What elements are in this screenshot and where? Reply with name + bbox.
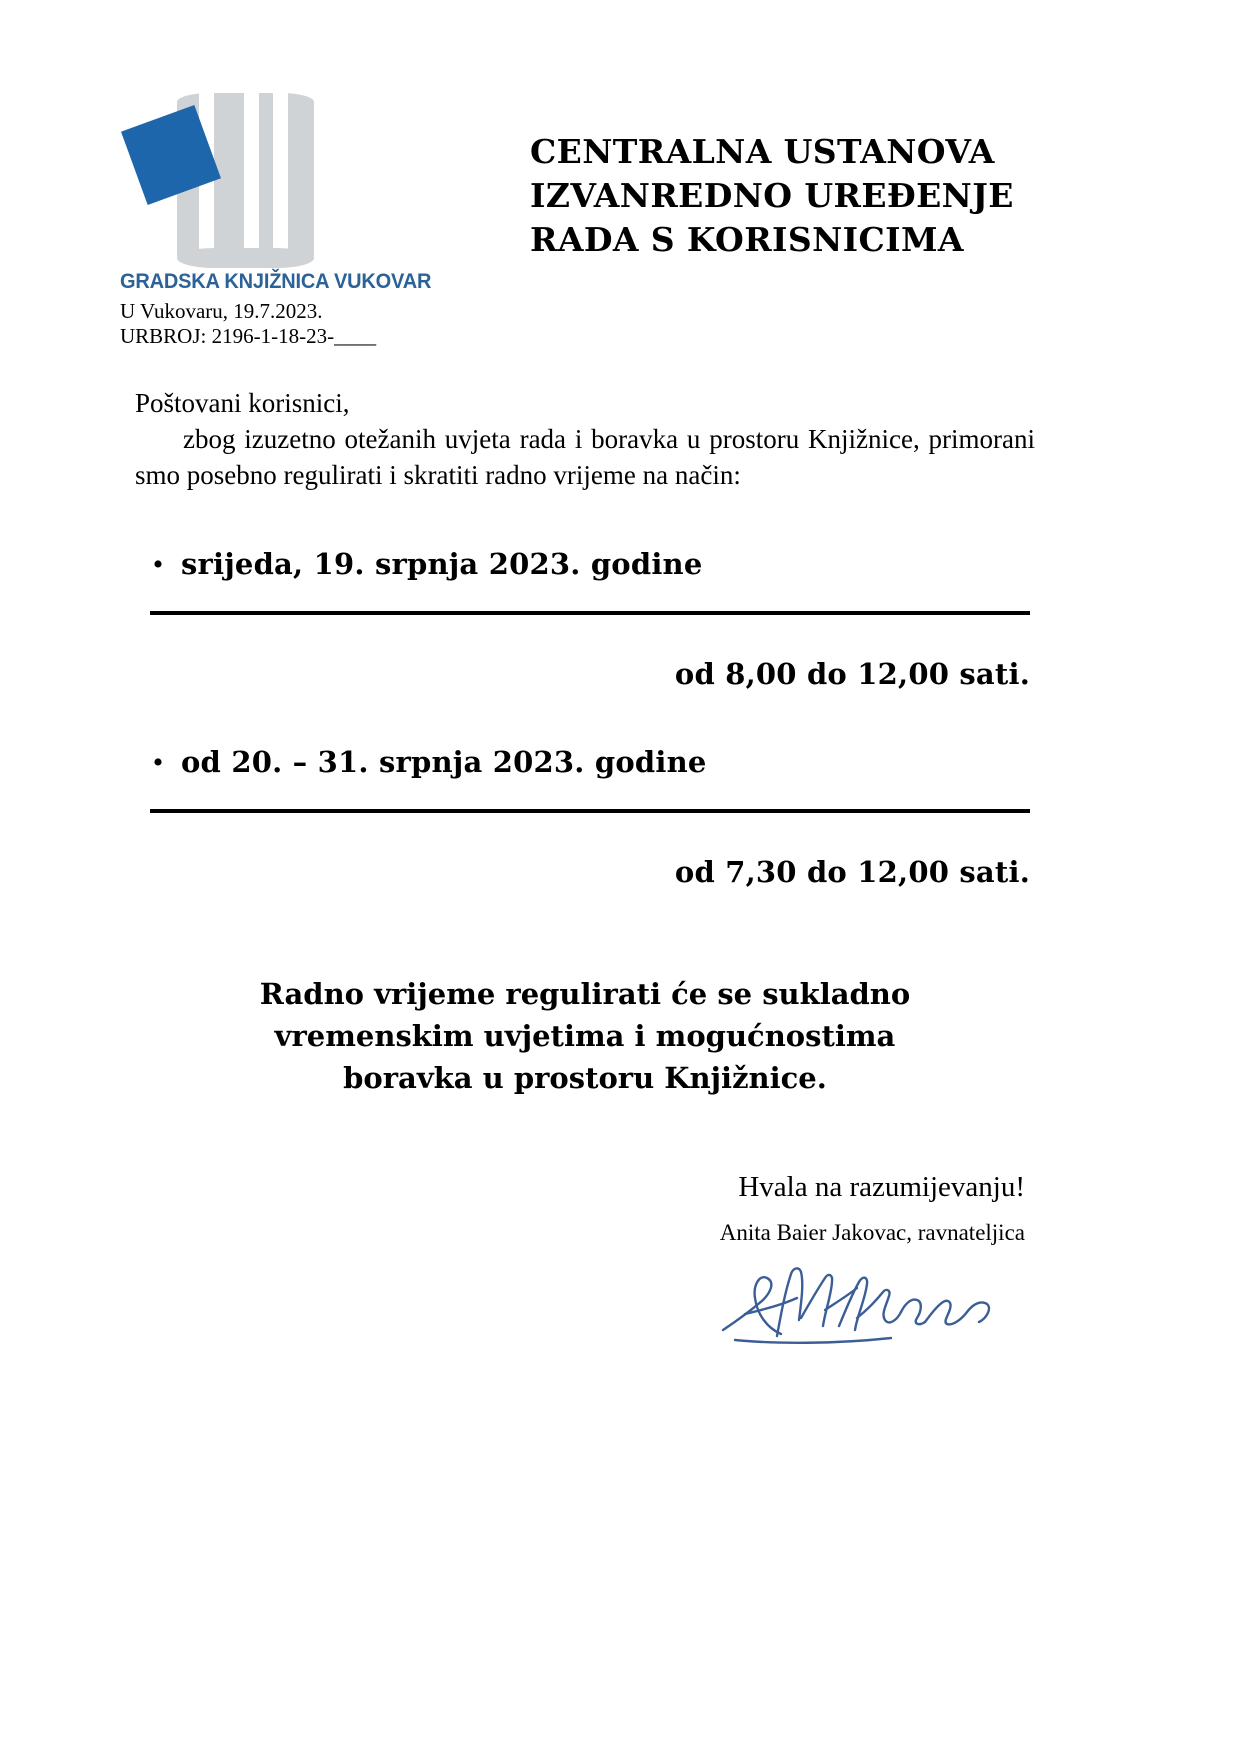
handwritten-signature-icon xyxy=(135,1252,1035,1372)
intro-paragraph: zbog izuzetno otežanih uvjeta rada i boravka u prostoru Knjižnice, primorani smo posebno regulirati i skratiti radno vrijeme na način: xyxy=(135,424,1035,490)
schedule-item-2 xyxy=(135,745,1035,779)
thanks-text: Hvala na razumijevanju! xyxy=(738,1171,1025,1203)
library-wordmark: GRADSKA KNJIŽNICA VUKOVAR xyxy=(120,269,432,293)
schedule-period-1: srijeda, 19. srpnja 2023. godine xyxy=(181,547,703,581)
logo-column-3 xyxy=(259,95,273,266)
closing-statement xyxy=(135,973,1035,1099)
document-body xyxy=(135,385,1035,1372)
logo-gap-3 xyxy=(273,88,288,273)
schedule-hours-1: od 8,00 do 12,00 sati. xyxy=(674,657,1030,691)
document-title xyxy=(530,130,1090,262)
closing-line-2: vremenskim uvjetima i mogućnostima xyxy=(274,1019,896,1053)
greeting-text: Poštovani korisnici, xyxy=(135,388,350,418)
title-line-3: RADA S KORISNICIMA xyxy=(530,220,964,259)
library-logo-block xyxy=(118,88,432,349)
logo-base-shape xyxy=(177,248,314,268)
signer-name: Anita Baier Jakovac, ravnateljica xyxy=(719,1220,1025,1245)
place-and-date: U Vukovaru, 19.7.2023. xyxy=(120,299,323,323)
reference-number: URBROJ: 2196-1-18-23-____ xyxy=(120,324,377,348)
schedule-period-2: od 20. – 31. srpnja 2023. godine xyxy=(181,745,707,779)
logo-gap-2 xyxy=(244,88,259,273)
library-logo-icon xyxy=(130,88,330,263)
closing-line-3: boravka u prostoru Knjižnice. xyxy=(343,1061,827,1095)
title-line-1: CENTRALNA USTANOVA xyxy=(530,132,995,171)
bullet-icon: • xyxy=(152,548,164,581)
divider-rule-1 xyxy=(150,611,1030,615)
logo-column-4 xyxy=(288,102,314,264)
schedule-item-1 xyxy=(135,547,1035,581)
schedule-hours-2: od 7,30 do 12,00 sati. xyxy=(674,855,1030,889)
logo-column-2 xyxy=(214,95,244,266)
bullet-icon: • xyxy=(152,746,164,779)
closing-line-1: Radno vrijeme regulirati će se sukladno xyxy=(259,977,911,1011)
divider-rule-2 xyxy=(150,809,1030,813)
title-line-2: IZVANREDNO UREĐENJE xyxy=(530,176,1014,215)
document-header xyxy=(0,88,1241,348)
